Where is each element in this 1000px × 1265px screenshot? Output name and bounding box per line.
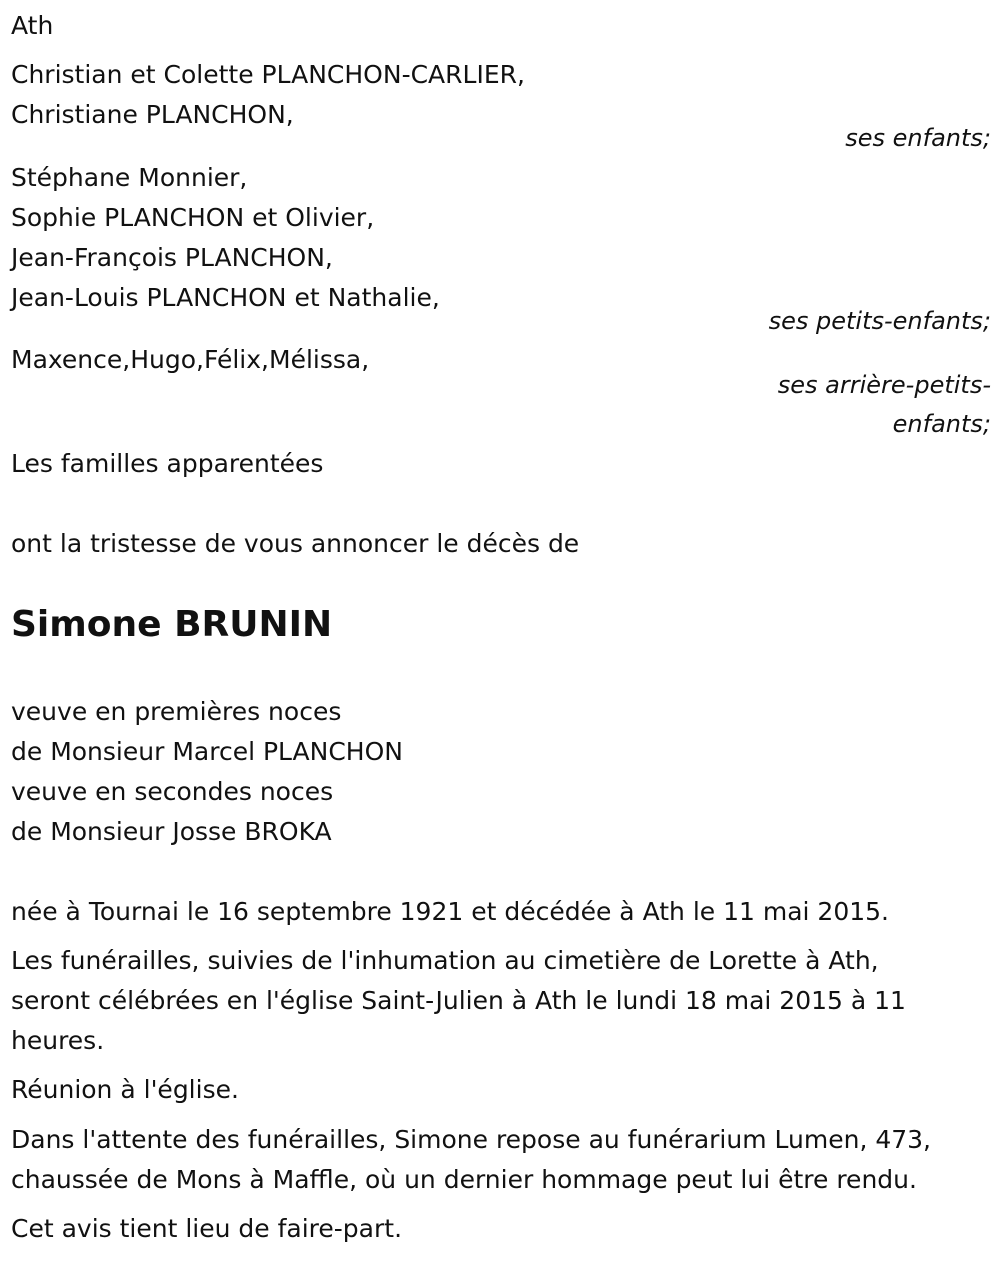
obituary-notice — [11, 0, 991, 1265]
widow-line-1: veuve en premières noces — [11, 697, 342, 726]
funeral-line-1: Les funérailles, suivies de l'inhumation au cimetière de Lorette à Ath, — [11, 946, 879, 975]
grandchildren-role: ses petits-enfants; — [768, 307, 991, 335]
birth-death-line: née à Tournai le 16 septembre 1921 et décédée à Ath le 11 mai 2015. — [11, 897, 889, 926]
children-names — [11, 55, 525, 135]
grandchild-name-3: Jean-François PLANCHON, — [11, 243, 333, 272]
children-role: ses enfants; — [845, 124, 991, 152]
grandchildren-names — [11, 158, 440, 318]
rest-line-2: chaussée de Mons à Maffle, où un dernier hommage peut lui être rendu. — [11, 1165, 917, 1194]
widow-line-2: de Monsieur Marcel PLANCHON — [11, 737, 403, 766]
funeral-line-2: seront célébrées en l'église Saint-Julien à Ath le lundi 18 mai 2015 à 11 — [11, 986, 906, 1015]
meeting-line: Réunion à l'église. — [11, 1075, 239, 1104]
funeral-paragraph — [11, 941, 906, 1061]
rest-line-1: Dans l'attente des funérailles, Simone repose au funérarium Lumen, 473, — [11, 1125, 931, 1154]
widow-line-4: de Monsieur Josse BROKA — [11, 817, 332, 846]
widow-line-3: veuve en secondes noces — [11, 777, 334, 806]
rest-paragraph — [11, 1120, 931, 1200]
grandchild-name-4: Jean-Louis PLANCHON et Nathalie, — [11, 283, 440, 312]
great-grandchildren-names: Maxence,Hugo,Félix,Mélissa, — [11, 345, 370, 374]
deceased-name: Simone BRUNIN — [11, 604, 333, 645]
announcement: ont la tristesse de vous annoncer le décès de — [11, 529, 580, 558]
closing-line: Cet avis tient lieu de faire-part. — [11, 1214, 403, 1243]
funeral-line-3: heures. — [11, 1026, 105, 1055]
children-name-1: Christian et Colette PLANCHON-CARLIER, — [11, 60, 525, 89]
families-line: Les familles apparentées — [11, 449, 324, 478]
widow-details — [11, 692, 403, 852]
grandchild-name-1: Stéphane Monnier, — [11, 163, 248, 192]
great-grandchildren-role-line1: ses arrière-petits- — [777, 371, 991, 399]
grandchild-name-2: Sophie PLANCHON et Olivier, — [11, 203, 375, 232]
children-name-2: Christiane PLANCHON, — [11, 100, 294, 129]
great-grandchildren-role-line2: enfants; — [892, 410, 991, 438]
location: Ath — [11, 11, 54, 40]
